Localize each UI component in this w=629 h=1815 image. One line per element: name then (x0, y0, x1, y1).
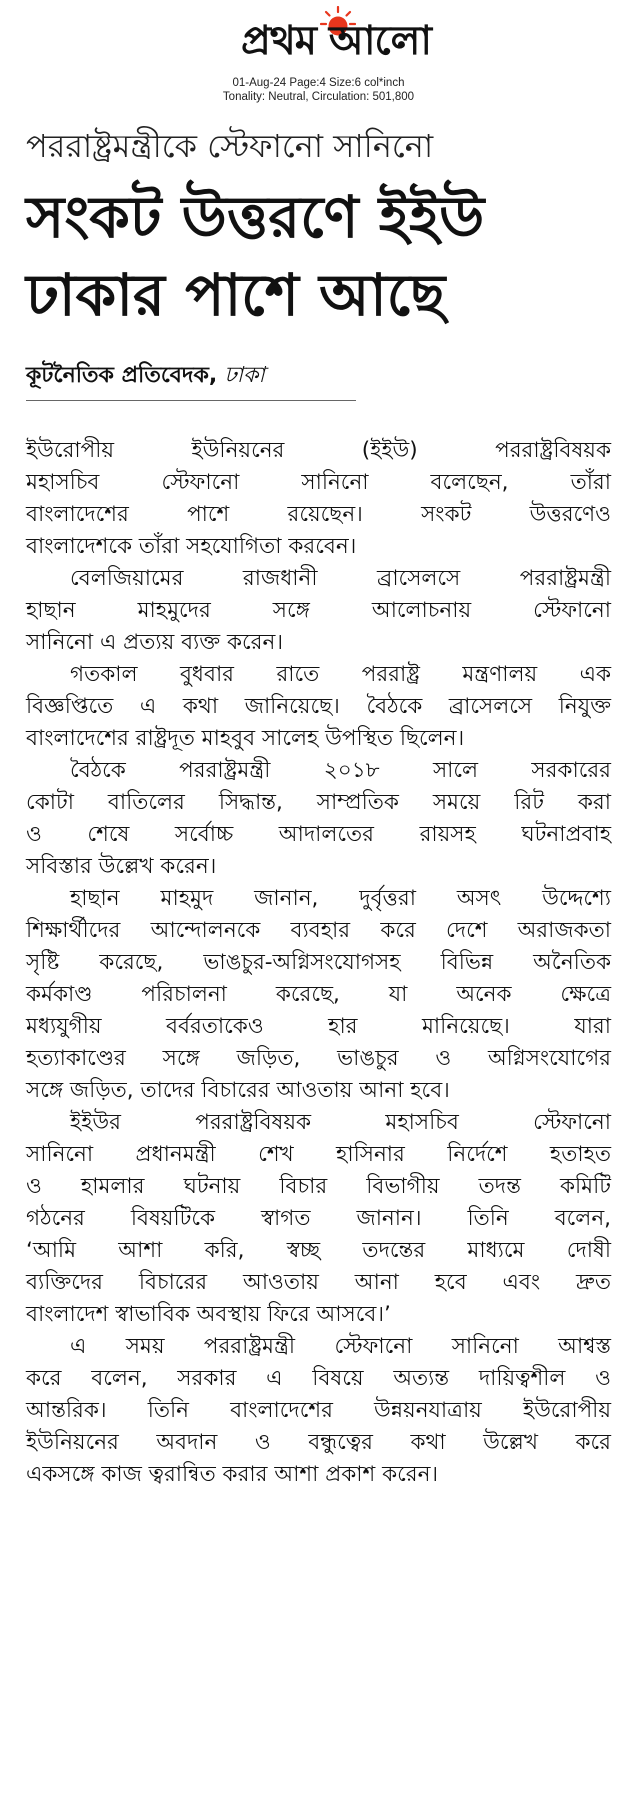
paragraph-line: মহাসচিব স্টেফানো সানিনো বলেছেন, তাঁরা (26, 470, 611, 495)
byline (26, 360, 611, 392)
paragraph-line: ও হামলার ঘটনায় বিচার বিভাগীয় তদন্ত কমিটি (26, 1174, 611, 1199)
clipping-meta (26, 76, 611, 104)
paragraph-line: ইউরোপীয় ইউনিয়নের (ইইউ) পররাষ্ট্রবিষয়ক (26, 438, 611, 463)
meta-tonality-circulation: Tonality: Neutral, Circulation: 501,800 (222, 91, 415, 103)
paragraph-line: ইউনিয়নের অবদান ও বন্ধুত্বের কথা উল্লেখ করে (26, 1430, 611, 1455)
paragraph-line: কোটা বাতিলের সিদ্ধান্ত, সাম্প্রতিক সময়ে রিট করা (26, 790, 611, 815)
article-paragraph (26, 883, 611, 1107)
paragraph-line: বৈঠকে পররাষ্ট্রমন্ত্রী ২০১৮ সালে সরকারের (70, 758, 611, 783)
paragraph-line: ‘আমি আশা করি, স্বচ্ছ তদন্তের মাধ্যমে দোষী (26, 1238, 611, 1263)
byline-place: ঢাকা (224, 363, 265, 388)
paragraph-line: ও শেষে সর্বোচ্চ আদালতের রায়সহ ঘটনাপ্রবাহ (26, 822, 611, 847)
meta-date-page: 01-Aug-24 Page:4 Size:6 col*inch (232, 77, 405, 89)
article-paragraph (26, 1107, 611, 1331)
byline-reporter: কূটনৈতিক প্রতিবেদক, (26, 363, 218, 388)
paragraph-line: আন্তরিক। তিনি বাংলাদেশের উন্নয়নযাত্রায় ইউরোপীয় (26, 1398, 611, 1423)
article-body (26, 435, 611, 1491)
paragraph-line: বাংলাদেশকে তাঁরা সহযোগিতা করবেন। (26, 534, 357, 559)
article-paragraph (26, 659, 611, 755)
byline-divider (26, 400, 356, 401)
paragraph-line: বেলজিয়ামের রাজধানী ব্রাসেলসে পররাষ্ট্রমন্ত্রী (70, 566, 611, 591)
headline-line-1: সংকট উত্তরণে ইইউ (26, 183, 485, 251)
paragraph-line: সবিস্তার উল্লেখ করেন। (26, 854, 217, 879)
paragraph-line: বাংলাদেশের রাষ্ট্রদূত মাহবুব সালেহ উপস্থিত ছিলেন। (26, 726, 465, 751)
paragraph-line: হত্যাকাণ্ডের সঙ্গে জড়িত, ভাঙচুর ও অগ্নিসংযোগের (26, 1046, 611, 1071)
paragraph-line: মধ্যযুগীয় বর্বরতাকেও হার মানিয়েছে। যারা (26, 1014, 611, 1039)
paragraph-line: হাছান মাহমুদ জানান, দুর্বৃত্তরা অসৎ উদ্দেশ্যে (70, 886, 611, 911)
paragraph-line: সৃষ্টি করেছে, ভাঙচুর-অগ্নিসংযোগসহ বিভিন্ন অনৈতিক (26, 950, 611, 975)
masthead (26, 0, 611, 110)
paragraph-line: একসঙ্গে কাজ ত্বরান্বিত করার আশা প্রকাশ করেন। (26, 1462, 439, 1487)
article-kicker: পররাষ্ট্রমন্ত্রীকে স্টেফানো সানিনো (26, 127, 434, 165)
article-paragraph (26, 1331, 611, 1491)
paragraph-line: সানিনো এ প্রত্যয় ব্যক্ত করেন। (26, 630, 284, 655)
paragraph-line: বিজ্ঞপ্তিতে এ কথা জানিয়েছে। বৈঠকে ব্রাসেলসে নিযুক্ত (26, 694, 611, 719)
article-paragraph (26, 755, 611, 883)
paragraph-line: কর্মকাণ্ড পরিচালনা করেছে, যা অনেক ক্ষেত্রে (26, 982, 611, 1007)
paragraph-line: বাংলাদেশের পাশে রয়েছেন। সংকট উত্তরণেও (26, 502, 611, 527)
article-headline (26, 178, 611, 334)
logo-text: প্রথম আলো (240, 18, 432, 64)
paragraph-line: হাছান মাহমুদের সঙ্গে আলোচনায় স্টেফানো (26, 598, 611, 623)
paragraph-line: এ সময় পররাষ্ট্রমন্ত্রী স্টেফানো সানিনো আশ্বস্ত (70, 1334, 611, 1359)
headline-line-2: ঢাকার পাশে আছে (26, 261, 446, 329)
paragraph-line: ব্যক্তিদের বিচারের আওতায় আনা হবে এবং দ্রুত (26, 1270, 611, 1295)
paragraph-line: শিক্ষার্থীদের আন্দোলনকে ব্যবহার করে দেশে অরাজকতা (26, 918, 611, 943)
paragraph-line: গঠনের বিষয়টিকে স্বাগত জানান। তিনি বলেন, (26, 1206, 611, 1231)
paragraph-line: সঙ্গে জড়িত, তাদের বিচারের আওতায় আনা হবে। (26, 1078, 450, 1103)
paragraph-line: করে বলেন, সরকার এ বিষয়ে অত্যন্ত দায়িত্বশীল ও (26, 1366, 611, 1391)
paragraph-line: ইইউর পররাষ্ট্রবিষয়ক মহাসচিব স্টেফানো (70, 1110, 611, 1135)
article-paragraph (26, 435, 611, 563)
paragraph-line: গতকাল বুধবার রাতে পররাষ্ট্র মন্ত্রণালয় এক (70, 662, 611, 687)
paragraph-line: সানিনো প্রধানমন্ত্রী শেখ হাসিনার নির্দেশে হতাহত (26, 1142, 611, 1167)
article-paragraph (26, 563, 611, 659)
prothom-alo-logo (201, 6, 471, 68)
paragraph-line: বাংলাদেশ স্বাভাবিক অবস্থায় ফিরে আসবে।’ (26, 1302, 391, 1327)
